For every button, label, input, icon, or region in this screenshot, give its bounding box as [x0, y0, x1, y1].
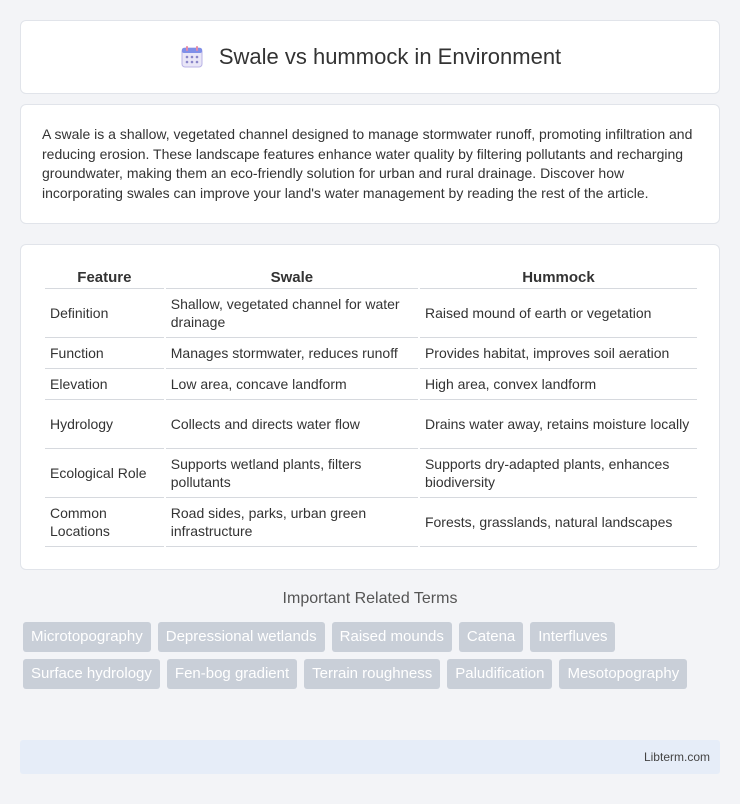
feature-cell: Definition — [45, 289, 164, 338]
related-term-tag[interactable]: Fen-bog gradient — [167, 659, 297, 689]
swale-cell: Low area, concave landform — [166, 369, 418, 400]
feature-cell: Hydrology — [45, 400, 164, 449]
header-card — [20, 20, 720, 94]
related-term-tag[interactable]: Catena — [459, 622, 523, 652]
title-wrap — [179, 44, 561, 70]
footer-bar — [20, 740, 720, 774]
feature-cell: Elevation — [45, 369, 164, 400]
footer-site-link[interactable]: Libterm.com — [643, 750, 710, 764]
table-row — [45, 289, 697, 338]
related-term-tag[interactable]: Mesotopography — [559, 659, 687, 689]
hummock-cell: Raised mound of earth or vegetation — [420, 289, 697, 338]
feature-cell: Function — [45, 338, 164, 369]
related-term-tag[interactable]: Terrain roughness — [304, 659, 440, 689]
header-feature: Feature — [45, 265, 164, 289]
swale-cell: Manages stormwater, reduces runoff — [166, 338, 418, 369]
related-term-tag[interactable]: Depressional wetlands — [158, 622, 325, 652]
hummock-cell: High area, convex landform — [420, 369, 697, 400]
calendar-icon — [179, 44, 205, 70]
comparison-table — [43, 265, 699, 547]
hummock-cell: Supports dry-adapted plants, enhances biodiversity — [420, 449, 697, 498]
swale-cell: Supports wetland plants, filters pollutants — [166, 449, 418, 498]
table-header-row — [45, 265, 697, 289]
related-terms-list — [23, 622, 723, 689]
related-term-tag[interactable]: Interfluves — [530, 622, 615, 652]
related-term-tag[interactable]: Microtopography — [23, 622, 151, 652]
hummock-cell: Forests, grasslands, natural landscapes — [420, 498, 697, 547]
related-term-tag[interactable]: Raised mounds — [332, 622, 452, 652]
header-swale: Swale — [166, 265, 418, 289]
header-hummock: Hummock — [420, 265, 697, 289]
table-row — [45, 369, 697, 400]
related-term-tag[interactable]: Surface hydrology — [23, 659, 160, 689]
related-terms-title: Important Related Terms — [282, 590, 458, 607]
swale-cell: Collects and directs water flow — [166, 400, 418, 449]
table-row — [45, 400, 697, 449]
related-term-tag[interactable]: Paludification — [447, 659, 552, 689]
intro-card — [20, 104, 720, 224]
table-row — [45, 449, 697, 498]
page-title: Swale vs hummock in Environment — [218, 44, 562, 69]
hummock-cell: Provides habitat, improves soil aeration — [420, 338, 697, 369]
feature-cell: Common Locations — [45, 498, 164, 547]
comparison-card — [20, 244, 720, 570]
hummock-cell: Drains water away, retains moisture locally — [420, 400, 697, 449]
table-row — [45, 498, 697, 547]
swale-cell: Road sides, parks, urban green infrastructure — [166, 498, 418, 547]
feature-cell: Ecological Role — [45, 449, 164, 498]
swale-cell: Shallow, vegetated channel for water drainage — [166, 289, 418, 338]
table-row — [45, 338, 697, 369]
intro-paragraph: A swale is a shallow, vegetated channel designed to manage stormwater runoff, promoting infiltration and reducing erosion. These landscape features enhance water quality by filtering pollutants and recharging groundwater, making them an eco-friendly solution for urban and rural drainage. Discover how incorporating swales can improve your land's water management by reading the rest of the article. — [42, 126, 693, 201]
